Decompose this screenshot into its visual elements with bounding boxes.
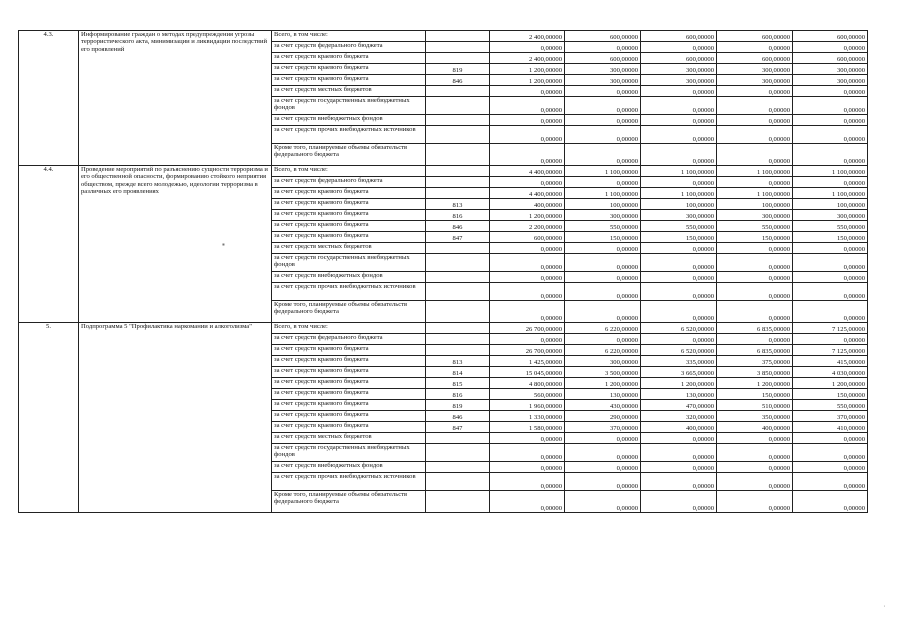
budget-code: [426, 53, 490, 64]
amount-year: 0,00000: [641, 177, 717, 188]
amount-year: 400,00000: [641, 422, 717, 433]
funding-source: за счет средств краевого бюджета: [272, 221, 426, 232]
amount-year: 0,00000: [717, 97, 793, 115]
amount-total: 0,00000: [490, 126, 565, 144]
amount-year: 0,00000: [793, 283, 868, 301]
amount-year: 510,00000: [717, 400, 793, 411]
amount-year: 430,00000: [565, 400, 641, 411]
amount-year: 0,00000: [793, 462, 868, 473]
amount-year: 0,00000: [641, 473, 717, 491]
amount-year: 300,00000: [793, 75, 868, 86]
amount-total: 0,00000: [490, 444, 565, 462]
amount-total: 2 400,00000: [490, 53, 565, 64]
amount-year: 0,00000: [793, 433, 868, 444]
amount-total: 1 330,00000: [490, 411, 565, 422]
amount-year: 0,00000: [717, 243, 793, 254]
amount-year: 1 100,00000: [793, 188, 868, 199]
amount-total: 0,00000: [490, 272, 565, 283]
budget-table-sheet: [18, 30, 867, 513]
budget-table: [18, 30, 868, 513]
funding-source: за счет средств прочих внебюджетных источников: [272, 473, 426, 491]
amount-year: 0,00000: [717, 433, 793, 444]
amount-year: 0,00000: [641, 283, 717, 301]
amount-year: 550,00000: [793, 400, 868, 411]
amount-total: 4 800,00000: [490, 378, 565, 389]
scan-tick-mark: ˙: [883, 604, 886, 613]
amount-year: 335,00000: [641, 356, 717, 367]
amount-year: 150,00000: [717, 232, 793, 243]
amount-year: 300,00000: [565, 75, 641, 86]
budget-code: 816: [426, 389, 490, 400]
scan-dot-mark: ▪: [222, 240, 225, 249]
amount-total: 1 200,00000: [490, 75, 565, 86]
amount-total: 400,00000: [490, 199, 565, 210]
amount-total: 0,00000: [490, 473, 565, 491]
amount-year: 0,00000: [641, 97, 717, 115]
amount-year: 0,00000: [793, 86, 868, 97]
section-index: 4.4.: [19, 166, 79, 323]
budget-code: [426, 126, 490, 144]
amount-year: 0,00000: [793, 97, 868, 115]
amount-year: 1 100,00000: [565, 166, 641, 177]
budget-code: [426, 188, 490, 199]
amount-year: 600,00000: [717, 31, 793, 42]
amount-year: 1 100,00000: [793, 166, 868, 177]
amount-year: 300,00000: [717, 64, 793, 75]
amount-total: 0,00000: [490, 433, 565, 444]
amount-year: 415,00000: [793, 356, 868, 367]
amount-year: 0,00000: [717, 334, 793, 345]
amount-year: 100,00000: [641, 199, 717, 210]
budget-code: [426, 334, 490, 345]
amount-year: 0,00000: [641, 491, 717, 513]
amount-total: 15 045,00000: [490, 367, 565, 378]
amount-year: 0,00000: [793, 444, 868, 462]
amount-year: 0,00000: [565, 491, 641, 513]
funding-source: за счет средств краевого бюджета: [272, 389, 426, 400]
budget-code: [426, 345, 490, 356]
amount-year: 0,00000: [641, 254, 717, 272]
section-description: Проведение мероприятий по разъяснению сущности терроризма и его общественной опасности, формированию стойкого неприятия обществом, прежде всего молодежью, идеологии терроризма в различных его проявлениях: [79, 166, 272, 323]
budget-code: 814: [426, 367, 490, 378]
section-index: 5.: [19, 323, 79, 513]
amount-year: 0,00000: [565, 301, 641, 323]
budget-code: 816: [426, 210, 490, 221]
funding-source: за счет средств краевого бюджета: [272, 378, 426, 389]
amount-year: 600,00000: [717, 53, 793, 64]
funding-source: Кроме того, планируемые объемы обязательств федерального бюджета: [272, 491, 426, 513]
amount-year: 0,00000: [565, 272, 641, 283]
amount-year: 100,00000: [717, 199, 793, 210]
funding-source: за счет средств прочих внебюджетных источников: [272, 283, 426, 301]
funding-source: Всего, в том числе:: [272, 166, 426, 177]
amount-year: 7 125,00000: [793, 323, 868, 334]
funding-source: за счет средств краевого бюджета: [272, 400, 426, 411]
amount-year: 150,00000: [793, 232, 868, 243]
amount-year: 1 100,00000: [717, 166, 793, 177]
amount-total: 0,00000: [490, 462, 565, 473]
amount-year: 600,00000: [641, 53, 717, 64]
amount-total: 4 400,00000: [490, 166, 565, 177]
amount-year: 100,00000: [793, 199, 868, 210]
amount-year: 300,00000: [717, 210, 793, 221]
amount-total: 4 400,00000: [490, 188, 565, 199]
amount-total: 0,00000: [490, 283, 565, 301]
amount-total: 0,00000: [490, 177, 565, 188]
amount-year: 0,00000: [641, 126, 717, 144]
funding-source: за счет средств федерального бюджета: [272, 42, 426, 53]
budget-code: 846: [426, 75, 490, 86]
budget-code: [426, 301, 490, 323]
funding-source: Всего, в том числе:: [272, 323, 426, 334]
table-row: [19, 323, 868, 334]
amount-year: 0,00000: [641, 86, 717, 97]
amount-year: 1 200,00000: [565, 378, 641, 389]
amount-year: 0,00000: [565, 86, 641, 97]
amount-year: 130,00000: [641, 389, 717, 400]
budget-code: 847: [426, 232, 490, 243]
amount-year: 0,00000: [793, 144, 868, 166]
amount-year: 0,00000: [793, 491, 868, 513]
funding-source: за счет средств краевого бюджета: [272, 232, 426, 243]
amount-year: 0,00000: [717, 126, 793, 144]
budget-code: 819: [426, 64, 490, 75]
budget-code: [426, 323, 490, 334]
amount-year: 0,00000: [717, 144, 793, 166]
amount-year: 375,00000: [717, 356, 793, 367]
amount-year: 370,00000: [565, 422, 641, 433]
funding-source: за счет средств местных бюджетов: [272, 86, 426, 97]
amount-year: 0,00000: [641, 115, 717, 126]
budget-table-body: [19, 31, 868, 513]
amount-year: 300,00000: [641, 210, 717, 221]
amount-year: 0,00000: [793, 42, 868, 53]
amount-year: 300,00000: [565, 356, 641, 367]
amount-year: 150,00000: [565, 232, 641, 243]
budget-code: [426, 473, 490, 491]
amount-year: 0,00000: [565, 177, 641, 188]
amount-year: 0,00000: [565, 433, 641, 444]
amount-total: 1 200,00000: [490, 210, 565, 221]
section-description: Подпрограмма 5 "Профилактика наркомании и алкоголизма": [79, 323, 272, 513]
amount-year: 7 125,00000: [793, 345, 868, 356]
amount-year: 6 520,00000: [641, 323, 717, 334]
amount-year: 300,00000: [717, 75, 793, 86]
amount-year: 0,00000: [565, 243, 641, 254]
amount-year: 0,00000: [793, 177, 868, 188]
budget-code: 846: [426, 221, 490, 232]
amount-year: 130,00000: [565, 389, 641, 400]
amount-year: 400,00000: [717, 422, 793, 433]
amount-year: 0,00000: [641, 444, 717, 462]
funding-source: Кроме того, планируемые объемы обязательств федерального бюджета: [272, 144, 426, 166]
amount-year: 6 220,00000: [565, 345, 641, 356]
amount-year: 0,00000: [565, 115, 641, 126]
funding-source: Всего, в том числе:: [272, 31, 426, 42]
funding-source: за счет средств краевого бюджета: [272, 411, 426, 422]
amount-year: 350,00000: [717, 411, 793, 422]
amount-total: 26 700,00000: [490, 345, 565, 356]
amount-year: 0,00000: [641, 272, 717, 283]
amount-year: 0,00000: [565, 462, 641, 473]
amount-total: 0,00000: [490, 115, 565, 126]
amount-total: 560,00000: [490, 389, 565, 400]
amount-year: 0,00000: [717, 86, 793, 97]
amount-year: 0,00000: [565, 126, 641, 144]
amount-year: 150,00000: [793, 389, 868, 400]
amount-year: 300,00000: [793, 210, 868, 221]
amount-year: 300,00000: [641, 75, 717, 86]
funding-source: за счет средств местных бюджетов: [272, 433, 426, 444]
amount-year: 0,00000: [717, 254, 793, 272]
amount-year: 0,00000: [793, 254, 868, 272]
amount-year: 1 100,00000: [565, 188, 641, 199]
funding-source: за счет средств краевого бюджета: [272, 64, 426, 75]
amount-year: 300,00000: [641, 64, 717, 75]
amount-year: 0,00000: [641, 301, 717, 323]
amount-year: 410,00000: [793, 422, 868, 433]
budget-code: [426, 97, 490, 115]
amount-year: 4 030,00000: [793, 367, 868, 378]
amount-year: 1 200,00000: [793, 378, 868, 389]
amount-total: 2 200,00000: [490, 221, 565, 232]
funding-source: за счет средств краевого бюджета: [272, 367, 426, 378]
funding-source: за счет средств краевого бюджета: [272, 422, 426, 433]
amount-year: 150,00000: [641, 232, 717, 243]
funding-source: Кроме того, планируемые объемы обязательств федерального бюджета: [272, 301, 426, 323]
budget-code: 847: [426, 422, 490, 433]
amount-total: 1 580,00000: [490, 422, 565, 433]
amount-year: 550,00000: [793, 221, 868, 232]
table-row: [19, 166, 868, 177]
amount-total: 26 700,00000: [490, 323, 565, 334]
amount-year: 0,00000: [641, 433, 717, 444]
amount-year: 470,00000: [641, 400, 717, 411]
funding-source: за счет средств федерального бюджета: [272, 334, 426, 345]
amount-year: 3 665,00000: [641, 367, 717, 378]
amount-year: 600,00000: [793, 31, 868, 42]
amount-year: 600,00000: [641, 31, 717, 42]
amount-year: 1 200,00000: [717, 378, 793, 389]
funding-source: за счет средств внебюджетных фондов: [272, 272, 426, 283]
amount-year: 0,00000: [717, 301, 793, 323]
amount-year: 300,00000: [793, 64, 868, 75]
amount-year: 0,00000: [641, 42, 717, 53]
budget-code: [426, 115, 490, 126]
funding-source: за счет средств краевого бюджета: [272, 188, 426, 199]
amount-total: 1 960,00000: [490, 400, 565, 411]
amount-year: 0,00000: [565, 254, 641, 272]
amount-year: 0,00000: [565, 283, 641, 301]
funding-source: за счет средств государственных внебюджетных фондов: [272, 254, 426, 272]
amount-total: 0,00000: [490, 144, 565, 166]
budget-code: [426, 283, 490, 301]
budget-code: [426, 243, 490, 254]
amount-year: 0,00000: [565, 444, 641, 462]
amount-year: 0,00000: [641, 334, 717, 345]
budget-code: [426, 31, 490, 42]
amount-year: 0,00000: [641, 243, 717, 254]
amount-year: 0,00000: [717, 177, 793, 188]
amount-year: 300,00000: [565, 64, 641, 75]
amount-total: 0,00000: [490, 86, 565, 97]
amount-year: 370,00000: [793, 411, 868, 422]
amount-year: 0,00000: [565, 42, 641, 53]
amount-year: 0,00000: [641, 144, 717, 166]
amount-year: 0,00000: [793, 272, 868, 283]
amount-year: 6 835,00000: [717, 323, 793, 334]
amount-year: 600,00000: [793, 53, 868, 64]
section-description: Информирование граждан о методах предупреждения угрозы террористического акта, минимизации и ликвидации последствий его проявлений: [79, 31, 272, 166]
amount-year: 550,00000: [641, 221, 717, 232]
amount-total: 0,00000: [490, 42, 565, 53]
funding-source: за счет средств краевого бюджета: [272, 199, 426, 210]
amount-year: 0,00000: [565, 334, 641, 345]
budget-code: 813: [426, 199, 490, 210]
amount-year: 550,00000: [717, 221, 793, 232]
amount-total: 0,00000: [490, 334, 565, 345]
funding-source: за счет средств государственных внебюджетных фондов: [272, 444, 426, 462]
budget-code: [426, 86, 490, 97]
amount-year: 0,00000: [793, 126, 868, 144]
amount-year: 1 100,00000: [717, 188, 793, 199]
amount-year: 1 100,00000: [641, 166, 717, 177]
funding-source: за счет средств внебюджетных фондов: [272, 462, 426, 473]
amount-total: 0,00000: [490, 254, 565, 272]
budget-code: [426, 166, 490, 177]
amount-year: 100,00000: [565, 199, 641, 210]
amount-year: 6 220,00000: [565, 323, 641, 334]
amount-year: 150,00000: [717, 389, 793, 400]
funding-source: за счет средств краевого бюджета: [272, 210, 426, 221]
amount-year: 320,00000: [641, 411, 717, 422]
funding-source: за счет средств краевого бюджета: [272, 75, 426, 86]
amount-year: 0,00000: [717, 473, 793, 491]
amount-year: 0,00000: [717, 462, 793, 473]
budget-code: [426, 254, 490, 272]
amount-year: 290,00000: [565, 411, 641, 422]
budget-code: 815: [426, 378, 490, 389]
amount-total: 0,00000: [490, 97, 565, 115]
budget-code: 846: [426, 411, 490, 422]
funding-source: за счет средств краевого бюджета: [272, 345, 426, 356]
amount-year: 3 850,00000: [717, 367, 793, 378]
funding-source: за счет средств внебюджетных фондов: [272, 115, 426, 126]
funding-source: за счет средств прочих внебюджетных источников: [272, 126, 426, 144]
amount-year: 0,00000: [793, 334, 868, 345]
amount-year: 0,00000: [717, 491, 793, 513]
amount-total: 600,00000: [490, 232, 565, 243]
amount-total: 2 400,00000: [490, 31, 565, 42]
budget-code: [426, 444, 490, 462]
budget-code: [426, 433, 490, 444]
amount-year: 0,00000: [793, 243, 868, 254]
amount-total: 0,00000: [490, 491, 565, 513]
amount-year: 0,00000: [717, 283, 793, 301]
amount-total: 0,00000: [490, 243, 565, 254]
amount-year: 0,00000: [717, 272, 793, 283]
amount-year: 0,00000: [793, 301, 868, 323]
amount-year: 0,00000: [565, 473, 641, 491]
funding-source: за счет средств федерального бюджета: [272, 177, 426, 188]
amount-total: 1 425,00000: [490, 356, 565, 367]
amount-total: 0,00000: [490, 301, 565, 323]
amount-year: 0,00000: [717, 115, 793, 126]
funding-source: за счет средств краевого бюджета: [272, 53, 426, 64]
budget-code: [426, 177, 490, 188]
amount-year: 0,00000: [717, 42, 793, 53]
amount-year: 1 200,00000: [641, 378, 717, 389]
amount-year: 6 520,00000: [641, 345, 717, 356]
table-row: [19, 31, 868, 42]
budget-code: [426, 491, 490, 513]
amount-year: 3 500,00000: [565, 367, 641, 378]
amount-year: 300,00000: [565, 210, 641, 221]
budget-code: [426, 42, 490, 53]
budget-code: 813: [426, 356, 490, 367]
funding-source: за счет средств краевого бюджета: [272, 356, 426, 367]
section-index: 4.3.: [19, 31, 79, 166]
amount-year: 0,00000: [641, 462, 717, 473]
amount-year: 600,00000: [565, 53, 641, 64]
amount-year: 0,00000: [793, 115, 868, 126]
budget-code: [426, 272, 490, 283]
amount-year: 600,00000: [565, 31, 641, 42]
amount-year: 0,00000: [793, 473, 868, 491]
amount-year: 0,00000: [565, 97, 641, 115]
amount-year: 0,00000: [565, 144, 641, 166]
budget-code: 819: [426, 400, 490, 411]
funding-source: за счет средств государственных внебюджетных фондов: [272, 97, 426, 115]
amount-year: 1 100,00000: [641, 188, 717, 199]
funding-source: за счет средств местных бюджетов: [272, 243, 426, 254]
amount-year: 550,00000: [565, 221, 641, 232]
budget-code: [426, 462, 490, 473]
amount-total: 1 200,00000: [490, 64, 565, 75]
budget-code: [426, 144, 490, 166]
amount-year: 6 835,00000: [717, 345, 793, 356]
amount-year: 0,00000: [717, 444, 793, 462]
